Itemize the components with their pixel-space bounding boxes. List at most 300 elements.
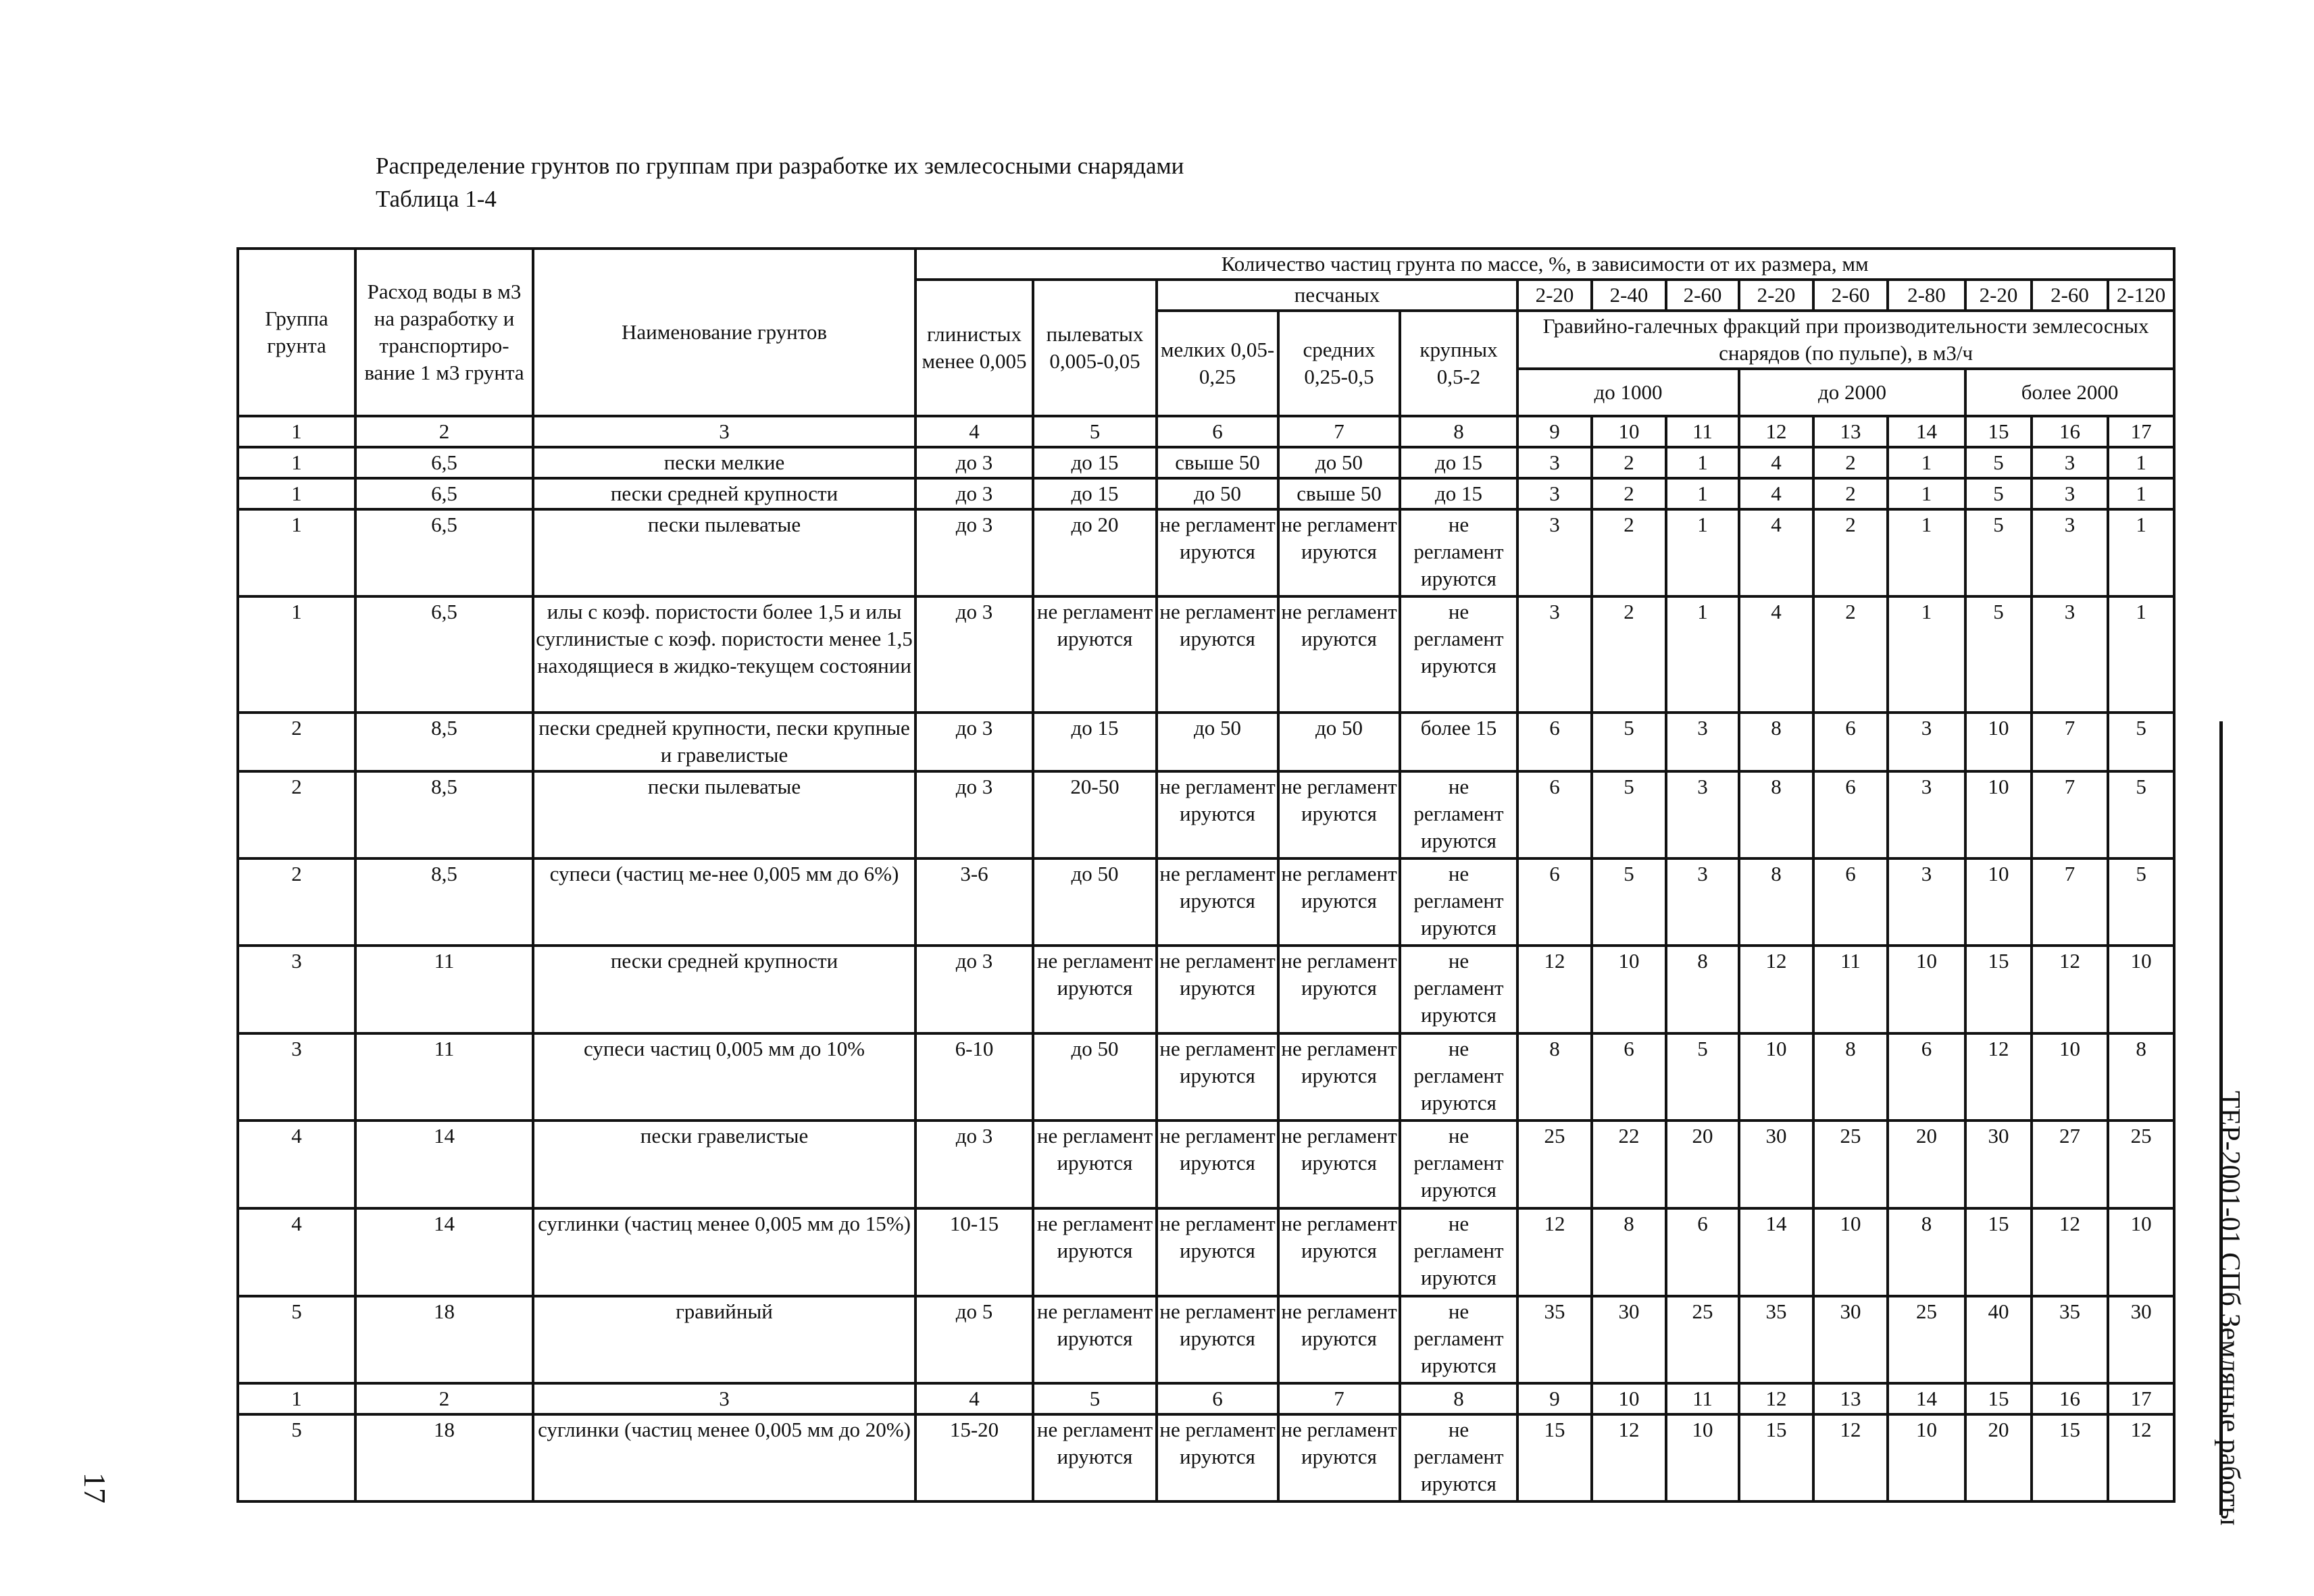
table-cell: 1 bbox=[1666, 509, 1739, 596]
table-cell: 6,5 bbox=[355, 509, 533, 596]
soil-name-cell: супеси частиц 0,005 мм до 10% bbox=[533, 1033, 915, 1121]
table-cell: 6 bbox=[1517, 771, 1592, 858]
table-cell: 1 bbox=[238, 509, 355, 596]
table-cell: 10 bbox=[2108, 1208, 2174, 1296]
header-range: 2-40 bbox=[1592, 280, 1666, 311]
header-range: 2-20 bbox=[1965, 280, 2032, 311]
table-cell: 6 bbox=[1666, 1208, 1739, 1296]
table-cell: не регламент ируются bbox=[1157, 509, 1278, 596]
table-cell: 30 bbox=[1592, 1296, 1666, 1383]
table-cell: 8 bbox=[1592, 1208, 1666, 1296]
table-cell: не регламент ируются bbox=[1278, 1208, 1400, 1296]
table-cell: не регламент ируются bbox=[1278, 596, 1400, 713]
table-cell: до 5 bbox=[915, 1296, 1033, 1383]
table-cell: 5 bbox=[1666, 1033, 1739, 1121]
table-cell: не регламент ируются bbox=[1278, 509, 1400, 596]
table-cell: 10 bbox=[1813, 1208, 1888, 1296]
table-cell: 3 bbox=[1666, 713, 1739, 771]
header-sandy: песчаных bbox=[1157, 280, 1517, 311]
table-row bbox=[238, 596, 2174, 713]
table-cell: до 15 bbox=[1400, 478, 1517, 509]
table-cell: до 15 bbox=[1400, 447, 1517, 478]
table-cell: до 3 bbox=[915, 946, 1033, 1033]
table-cell: не регламент ируются bbox=[1400, 596, 1517, 713]
table-cell: 12 bbox=[1813, 1414, 1888, 1501]
table-cell: 6 bbox=[1517, 713, 1592, 771]
table-cell: 2 bbox=[238, 771, 355, 858]
table-cell: 7 bbox=[2032, 713, 2108, 771]
table-cell: 6 bbox=[1888, 1033, 1965, 1121]
table-cell: 3 bbox=[2032, 509, 2108, 596]
table-cell: 11 bbox=[355, 946, 533, 1033]
table-cell: 10 bbox=[2108, 946, 2174, 1033]
column-number: 1 bbox=[238, 416, 355, 447]
table-cell: 2 bbox=[1813, 447, 1888, 478]
table-cell: 8 bbox=[1813, 1033, 1888, 1121]
table-cell: 8,5 bbox=[355, 713, 533, 771]
table-cell: 5 bbox=[1965, 509, 2032, 596]
table-cell: не регламент ируются bbox=[1278, 1121, 1400, 1208]
soil-name-cell: суглинки (частиц менее 0,005 мм до 20%) bbox=[533, 1414, 915, 1501]
page-number: 17 bbox=[78, 1472, 112, 1503]
table-row bbox=[238, 1033, 2174, 1121]
table-cell: 3 bbox=[2032, 478, 2108, 509]
table-cell: не регламент ируются bbox=[1278, 858, 1400, 946]
table-cell: 10 bbox=[1739, 1033, 1813, 1121]
table-cell: 20 bbox=[1965, 1414, 2032, 1501]
table-row bbox=[238, 1414, 2174, 1501]
column-number: 10 bbox=[1592, 1383, 1666, 1414]
table-cell: не регламент ируются bbox=[1033, 1208, 1157, 1296]
table-cell: 1 bbox=[2108, 596, 2174, 713]
table-cell: 35 bbox=[2032, 1296, 2108, 1383]
soil-name-cell: пески средней крупности bbox=[533, 478, 915, 509]
soil-name-cell: пески средней крупности, пески крупные и гравелистые bbox=[533, 713, 915, 771]
table-cell: 4 bbox=[238, 1208, 355, 1296]
table-cell: не регламент ируются bbox=[1033, 1296, 1157, 1383]
table-cell: 5 bbox=[1965, 447, 2032, 478]
column-number: 2 bbox=[355, 1383, 533, 1414]
table-cell: 3 bbox=[1517, 509, 1592, 596]
table-cell: 15-20 bbox=[915, 1414, 1033, 1501]
table-row bbox=[238, 1121, 2174, 1208]
table-cell: не регламент ируются bbox=[1157, 1033, 1278, 1121]
header-fine: мелких 0,05-0,25 bbox=[1157, 311, 1278, 416]
table-row bbox=[238, 1208, 2174, 1296]
table-row bbox=[238, 1296, 2174, 1383]
table-body-rows-continued bbox=[238, 1414, 2174, 1501]
table-cell: 5 bbox=[238, 1414, 355, 1501]
table-cell: более 15 bbox=[1400, 713, 1517, 771]
table-cell: 3 bbox=[1517, 447, 1592, 478]
table-cell: 10 bbox=[1888, 946, 1965, 1033]
table-row bbox=[238, 713, 2174, 771]
column-number: 5 bbox=[1033, 1383, 1157, 1414]
table-cell: 4 bbox=[238, 1121, 355, 1208]
table-cell: 14 bbox=[355, 1208, 533, 1296]
table-cell: 3 bbox=[1666, 771, 1739, 858]
soil-name-cell: гравийный bbox=[533, 1296, 915, 1383]
table-reference: Таблица 1-4 bbox=[376, 186, 497, 212]
header-medium: средних 0,25-0,5 bbox=[1278, 311, 1400, 416]
table-cell: 3 bbox=[1517, 596, 1592, 713]
table-cell: до 50 bbox=[1157, 478, 1278, 509]
table-cell: 4 bbox=[1739, 509, 1813, 596]
soil-name-cell: супеси (частиц ме-нее 0,005 мм до 6%) bbox=[533, 858, 915, 946]
table-cell: до 50 bbox=[1033, 858, 1157, 946]
table-cell: свыше 50 bbox=[1278, 478, 1400, 509]
header-coarse: крупных 0,5-2 bbox=[1400, 311, 1517, 416]
header-range: 2-120 bbox=[2108, 280, 2174, 311]
table-cell: до 50 bbox=[1157, 713, 1278, 771]
column-number: 3 bbox=[533, 1383, 915, 1414]
table-cell: 3-6 bbox=[915, 858, 1033, 946]
soil-name-cell: суглинки (частиц менее 0,005 мм до 15%) bbox=[533, 1208, 915, 1296]
soil-groups-table bbox=[236, 247, 2175, 1503]
table-cell: 18 bbox=[355, 1296, 533, 1383]
column-number: 17 bbox=[2108, 416, 2174, 447]
column-number: 10 bbox=[1592, 416, 1666, 447]
table-body-continued bbox=[238, 1383, 2174, 1414]
table-cell: до 3 bbox=[915, 596, 1033, 713]
table-cell: 1 bbox=[1666, 596, 1739, 713]
table-cell: 12 bbox=[1965, 1033, 2032, 1121]
table-cell: не регламент ируются bbox=[1400, 1296, 1517, 1383]
soil-name-cell: пески гравелистые bbox=[533, 1121, 915, 1208]
header-particles: Количество частиц грунта по массе, %, в зависимости от их размера, мм bbox=[915, 249, 2174, 280]
table-cell: 3 bbox=[2032, 447, 2108, 478]
table-body bbox=[238, 416, 2174, 447]
table-row bbox=[238, 946, 2174, 1033]
table-cell: 25 bbox=[2108, 1121, 2174, 1208]
table-row bbox=[238, 478, 2174, 509]
table-cell: 12 bbox=[2108, 1414, 2174, 1501]
table-cell: не регламент ируются bbox=[1157, 596, 1278, 713]
table-cell: свыше 50 bbox=[1157, 447, 1278, 478]
table-cell: 10 bbox=[1965, 771, 2032, 858]
table-cell: 25 bbox=[1666, 1296, 1739, 1383]
table-cell: 8 bbox=[1666, 946, 1739, 1033]
soil-name-cell: пески пылеватые bbox=[533, 509, 915, 596]
table-cell: 8,5 bbox=[355, 771, 533, 858]
table-cell: 1 bbox=[238, 596, 355, 713]
table-cell: не регламент ируются bbox=[1278, 1414, 1400, 1501]
table-header bbox=[238, 249, 2174, 416]
header-gravel: Гравийно-галечных фракций при производительности землесосных снарядов (по пульпе), в м3/ч bbox=[1517, 311, 2174, 369]
table-cell: 12 bbox=[1517, 1208, 1592, 1296]
table-cell: 35 bbox=[1739, 1296, 1813, 1383]
column-number: 15 bbox=[1965, 1383, 2032, 1414]
soil-name-cell: илы с коэф. пористости более 1,5 и илы суглинистые с коэф. пористости менее 1,5 находящиеся в жидко-текущем состоянии bbox=[533, 596, 915, 713]
table-cell: 5 bbox=[1592, 771, 1666, 858]
table-cell: не регламент ируются bbox=[1400, 1208, 1517, 1296]
table-cell: 1 bbox=[2108, 447, 2174, 478]
table-cell: 6 bbox=[1813, 713, 1888, 771]
table-cell: 1 bbox=[2108, 509, 2174, 596]
table-cell: 6 bbox=[1592, 1033, 1666, 1121]
table-cell: 5 bbox=[1592, 713, 1666, 771]
table-cell: 25 bbox=[1813, 1121, 1888, 1208]
header-capacity-1000: до 1000 bbox=[1517, 369, 1739, 416]
table-cell: до 50 bbox=[1278, 447, 1400, 478]
table-row bbox=[238, 509, 2174, 596]
table-cell: 5 bbox=[238, 1296, 355, 1383]
column-number: 8 bbox=[1400, 1383, 1517, 1414]
table-cell: 2 bbox=[1813, 478, 1888, 509]
table-cell: 5 bbox=[2108, 858, 2174, 946]
table-cell: 25 bbox=[1888, 1296, 1965, 1383]
table-cell: до 3 bbox=[915, 478, 1033, 509]
soil-name-cell: пески мелкие bbox=[533, 447, 915, 478]
table-cell: 20 bbox=[1666, 1121, 1739, 1208]
table-cell: 1 bbox=[2108, 478, 2174, 509]
table-cell: 15 bbox=[1965, 946, 2032, 1033]
table-row bbox=[238, 858, 2174, 946]
table-cell: 8 bbox=[2108, 1033, 2174, 1121]
table-cell: 10 bbox=[1666, 1414, 1739, 1501]
table-cell: 4 bbox=[1739, 447, 1813, 478]
table-cell: 5 bbox=[2108, 771, 2174, 858]
table-row bbox=[238, 447, 2174, 478]
table-cell: 1 bbox=[238, 447, 355, 478]
table-cell: 7 bbox=[2032, 771, 2108, 858]
header-silt: пылеватых 0,005-0,05 bbox=[1033, 280, 1157, 416]
table-cell: 3 bbox=[238, 946, 355, 1033]
column-number: 3 bbox=[533, 416, 915, 447]
table-cell: 22 bbox=[1592, 1121, 1666, 1208]
table-cell: до 15 bbox=[1033, 713, 1157, 771]
table-cell: 1 bbox=[238, 478, 355, 509]
column-number: 6 bbox=[1157, 1383, 1278, 1414]
table-cell: не регламент ируются bbox=[1033, 596, 1157, 713]
column-number: 17 bbox=[2108, 1383, 2174, 1414]
table-cell: не регламент ируются bbox=[1157, 946, 1278, 1033]
table-cell: не регламент ируются bbox=[1033, 946, 1157, 1033]
table-cell: 1 bbox=[1888, 509, 1965, 596]
table-cell: 12 bbox=[2032, 1208, 2108, 1296]
table-cell: 14 bbox=[1739, 1208, 1813, 1296]
table-cell: 8 bbox=[1517, 1033, 1592, 1121]
document-code: ТЕР-2001-01 СПб Земляные работы bbox=[2214, 1091, 2245, 1526]
table-cell: 1 bbox=[1888, 478, 1965, 509]
table-cell: 11 bbox=[1813, 946, 1888, 1033]
column-number: 9 bbox=[1517, 1383, 1592, 1414]
table-cell: 8 bbox=[1739, 858, 1813, 946]
column-number: 15 bbox=[1965, 416, 2032, 447]
table-cell: 1 bbox=[1666, 478, 1739, 509]
table-cell: 3 bbox=[2032, 596, 2108, 713]
table-cell: 40 bbox=[1965, 1296, 2032, 1383]
header-water: Расход воды в м3 на разработку и транспортиро-вание 1 м3 грунта bbox=[355, 249, 533, 416]
table-body-rows bbox=[238, 447, 2174, 1383]
table-cell: 3 bbox=[1517, 478, 1592, 509]
table-cell: 15 bbox=[1517, 1414, 1592, 1501]
column-number: 14 bbox=[1888, 416, 1965, 447]
table-cell: 27 bbox=[2032, 1121, 2108, 1208]
table-cell: до 3 bbox=[915, 771, 1033, 858]
table-cell: 1 bbox=[1666, 447, 1739, 478]
header-group: Группа грунта bbox=[238, 249, 355, 416]
column-number: 5 bbox=[1033, 416, 1157, 447]
column-number: 4 bbox=[915, 416, 1033, 447]
table-cell: 12 bbox=[1517, 946, 1592, 1033]
header-range: 2-60 bbox=[1666, 280, 1739, 311]
table-cell: не регламент ируются bbox=[1278, 946, 1400, 1033]
table-cell: до 50 bbox=[1278, 713, 1400, 771]
column-number: 6 bbox=[1157, 416, 1278, 447]
table-cell: 10 bbox=[1592, 946, 1666, 1033]
table-cell: 2 bbox=[1592, 596, 1666, 713]
table-cell: 2 bbox=[1813, 509, 1888, 596]
table-cell: 6 bbox=[1517, 858, 1592, 946]
table-cell: 12 bbox=[2032, 946, 2108, 1033]
table-cell: 18 bbox=[355, 1414, 533, 1501]
table-cell: 6-10 bbox=[915, 1033, 1033, 1121]
table-cell: 12 bbox=[1739, 946, 1813, 1033]
column-number-row bbox=[238, 1383, 2174, 1414]
table-cell: 8,5 bbox=[355, 858, 533, 946]
table-cell: 3 bbox=[1888, 771, 1965, 858]
table-cell: 8 bbox=[1739, 713, 1813, 771]
table-cell: 8 bbox=[1739, 771, 1813, 858]
table-cell: 8 bbox=[1888, 1208, 1965, 1296]
table-cell: 2 bbox=[1592, 447, 1666, 478]
table-cell: 10-15 bbox=[915, 1208, 1033, 1296]
table-cell: 2 bbox=[1813, 596, 1888, 713]
table-cell: не регламент ируются bbox=[1400, 1033, 1517, 1121]
table-cell: 2 bbox=[1592, 509, 1666, 596]
soil-name-cell: пески средней крупности bbox=[533, 946, 915, 1033]
table-cell: 6 bbox=[1813, 771, 1888, 858]
table-cell: 30 bbox=[1813, 1296, 1888, 1383]
column-number: 2 bbox=[355, 416, 533, 447]
table-cell: не регламент ируются bbox=[1278, 1033, 1400, 1121]
table-cell: 2 bbox=[238, 713, 355, 771]
table-cell: до 20 bbox=[1033, 509, 1157, 596]
table-cell: 15 bbox=[2032, 1414, 2108, 1501]
table-cell: не регламент ируются bbox=[1278, 1296, 1400, 1383]
table-cell: до 3 bbox=[915, 1121, 1033, 1208]
column-number: 1 bbox=[238, 1383, 355, 1414]
table-cell: 10 bbox=[1888, 1414, 1965, 1501]
table-cell: до 15 bbox=[1033, 478, 1157, 509]
table-cell: 1 bbox=[1888, 596, 1965, 713]
table-cell: 6,5 bbox=[355, 447, 533, 478]
table-cell: 6 bbox=[1813, 858, 1888, 946]
table-cell: 35 bbox=[1517, 1296, 1592, 1383]
table-cell: 7 bbox=[2032, 858, 2108, 946]
column-number-row bbox=[238, 416, 2174, 447]
table-cell: не регламент ируются bbox=[1157, 1296, 1278, 1383]
header-capacity-over-2000: более 2000 bbox=[1965, 369, 2174, 416]
table-cell: до 3 bbox=[915, 447, 1033, 478]
table-cell: не регламент ируются bbox=[1400, 1414, 1517, 1501]
table-cell: 3 bbox=[1888, 858, 1965, 946]
column-number: 11 bbox=[1666, 1383, 1739, 1414]
column-number: 11 bbox=[1666, 416, 1739, 447]
table-cell: не регламент ируются bbox=[1033, 1121, 1157, 1208]
header-range: 2-60 bbox=[2032, 280, 2108, 311]
table-cell: 2 bbox=[238, 858, 355, 946]
column-number: 7 bbox=[1278, 1383, 1400, 1414]
column-number: 14 bbox=[1888, 1383, 1965, 1414]
table-cell: 2 bbox=[1592, 478, 1666, 509]
table-cell: 10 bbox=[1965, 713, 2032, 771]
table-cell: 12 bbox=[1592, 1414, 1666, 1501]
column-number: 8 bbox=[1400, 416, 1517, 447]
table-cell: не регламент ируются bbox=[1400, 1121, 1517, 1208]
table-cell: 5 bbox=[1965, 478, 2032, 509]
header-range: 2-20 bbox=[1517, 280, 1592, 311]
column-number: 13 bbox=[1813, 1383, 1888, 1414]
header-range: 2-80 bbox=[1888, 280, 1965, 311]
soil-name-cell: пески пылеватые bbox=[533, 771, 915, 858]
table-cell: не регламент ируются bbox=[1157, 771, 1278, 858]
column-number: 12 bbox=[1739, 416, 1813, 447]
table-cell: 25 bbox=[1517, 1121, 1592, 1208]
table-cell: не регламент ируются bbox=[1157, 1208, 1278, 1296]
column-number: 9 bbox=[1517, 416, 1592, 447]
table-cell: 3 bbox=[1888, 713, 1965, 771]
table-cell: до 15 bbox=[1033, 447, 1157, 478]
table-cell: не регламент ируются bbox=[1400, 509, 1517, 596]
table-cell: 20 bbox=[1888, 1121, 1965, 1208]
table-cell: 4 bbox=[1739, 478, 1813, 509]
table-cell: 11 bbox=[355, 1033, 533, 1121]
table-cell: до 3 bbox=[915, 713, 1033, 771]
table-cell: не регламент ируются bbox=[1278, 771, 1400, 858]
table-cell: 14 bbox=[355, 1121, 533, 1208]
table-cell: не регламент ируются bbox=[1400, 946, 1517, 1033]
table-cell: до 3 bbox=[915, 509, 1033, 596]
table-cell: 3 bbox=[1666, 858, 1739, 946]
table-cell: не регламент ируются bbox=[1033, 1414, 1157, 1501]
table-cell: 5 bbox=[1965, 596, 2032, 713]
table-cell: 10 bbox=[1965, 858, 2032, 946]
header-name: Наименование грунтов bbox=[533, 249, 915, 416]
table-cell: 6,5 bbox=[355, 596, 533, 713]
column-number: 13 bbox=[1813, 416, 1888, 447]
table-title: Распределение грунтов по группам при разработке их землесосными снарядами bbox=[376, 153, 1184, 179]
table-cell: 6,5 bbox=[355, 478, 533, 509]
header-range: 2-20 bbox=[1739, 280, 1813, 311]
column-number: 16 bbox=[2032, 416, 2108, 447]
table-cell: 20-50 bbox=[1033, 771, 1157, 858]
column-number: 7 bbox=[1278, 416, 1400, 447]
column-number: 4 bbox=[915, 1383, 1033, 1414]
table-cell: 4 bbox=[1739, 596, 1813, 713]
table-cell: 30 bbox=[1965, 1121, 2032, 1208]
column-number: 16 bbox=[2032, 1383, 2108, 1414]
table-cell: не регламент ируются bbox=[1157, 1121, 1278, 1208]
table-row bbox=[238, 771, 2174, 858]
header-clay: глинистых менее 0,005 bbox=[915, 280, 1033, 416]
table-cell: 1 bbox=[1888, 447, 1965, 478]
header-range: 2-60 bbox=[1813, 280, 1888, 311]
table-cell: 30 bbox=[1739, 1121, 1813, 1208]
table-cell: не регламент ируются bbox=[1400, 858, 1517, 946]
table-cell: не регламент ируются bbox=[1157, 858, 1278, 946]
table-cell: 3 bbox=[238, 1033, 355, 1121]
column-number: 12 bbox=[1739, 1383, 1813, 1414]
table-cell: 10 bbox=[2032, 1033, 2108, 1121]
table-cell: 5 bbox=[2108, 713, 2174, 771]
table-cell: не регламент ируются bbox=[1400, 771, 1517, 858]
header-capacity-2000: до 2000 bbox=[1739, 369, 1965, 416]
table-cell: до 50 bbox=[1033, 1033, 1157, 1121]
table-cell: 15 bbox=[1965, 1208, 2032, 1296]
table-cell: 5 bbox=[1592, 858, 1666, 946]
